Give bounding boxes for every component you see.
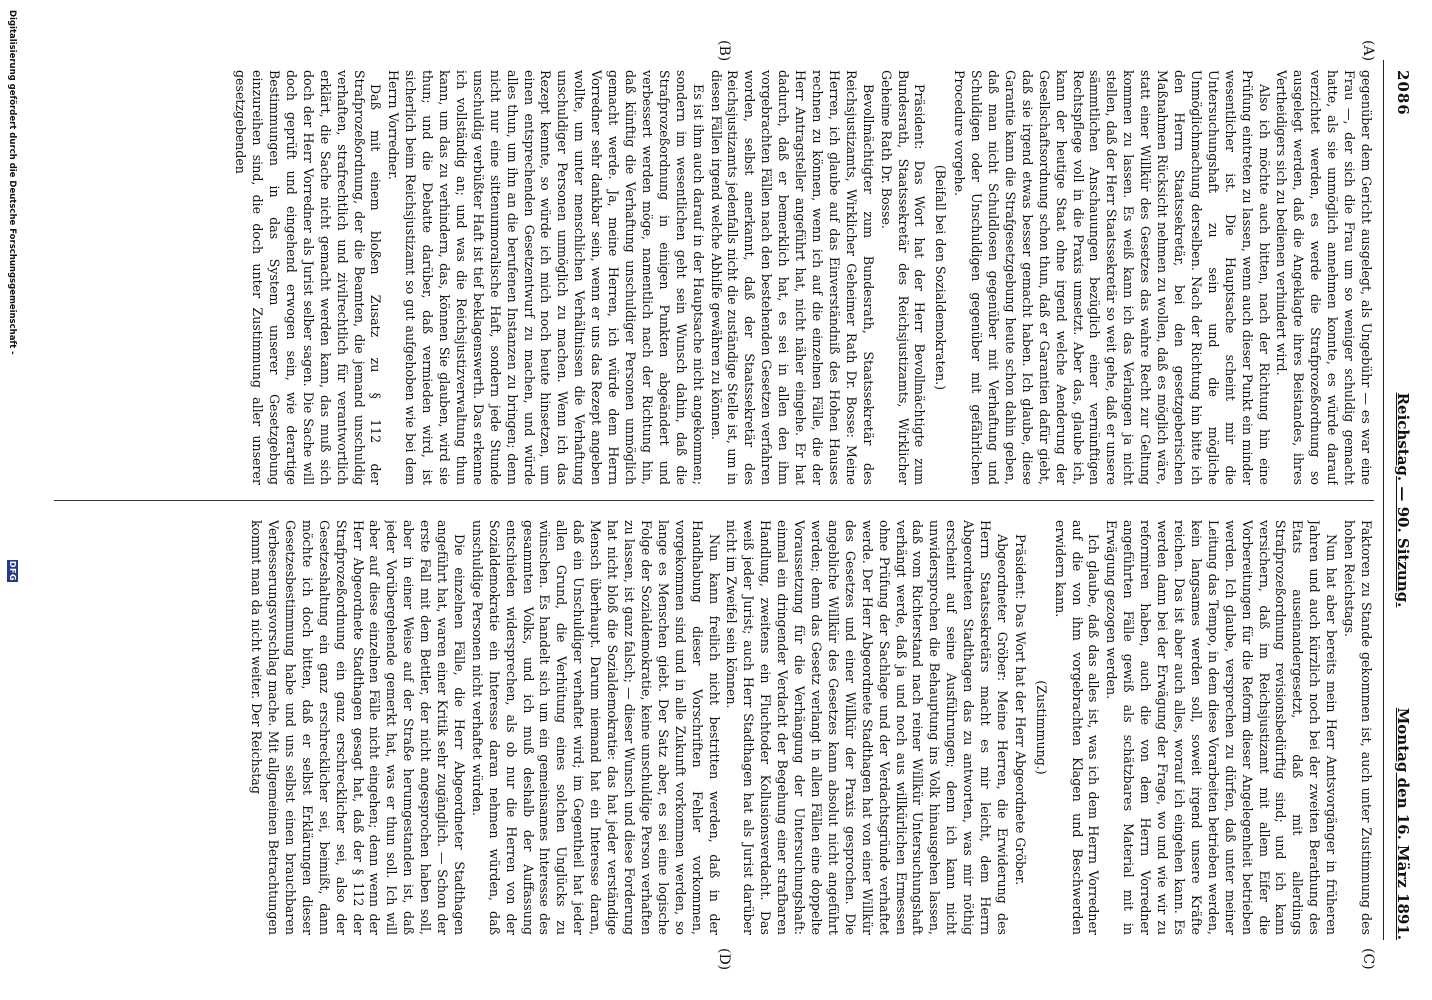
paragraph: Also ich möchte auch bitten, nach der Richtung hin eine Prüfung eintreten zu lassen, wenn auch dieser Punkt ein minder wesentlicher ist. Die Hauptsache scheint mir die Untersuchungshaft zu sein und die mögliche Unmöglichmachung derselben. Nach der Richtung hin bitte ich den Herrn Staatssekretär, bei den gesetzgeberischen Maßnahmen Rücksicht nehmen zu wollen, daß es möglich wäre, statt einer Willkür des Gesetzes das wahre Recht zur Geltung kommen zu lassen. Es weiß kann ich das Verlangen ja nicht stellen, daß der Herr Staatssekretär so weit gehe, daß er unsere sämmtlichen Anschauungen bezüglich einer vernünftigen Rechtspflege voll in die Praxis umsetzt. Aber das, glaube ich, kann der heutige Staat ohne irgend welche Aenderung der Gesellschaftsordnung schon thun, daß er Garantien dafür giebt, daß sie irgend etwas besser gemacht haben. Ich glaube, diese Garantie kann die Strafgesetzgebung heute schon dahin geben, daß man nicht Schuldlosen gegenüber mit Verhaftung und Schuldigen oder Unschuldigen gegenüber mit gefährlichen Procedure vorgehe.	[952, 70, 1272, 485]
paragraph: Die einzelnen Fälle, die Herr Abgeordneter Stadthagen angeführt hat, waren einer Kritik sehr zugänglich. — Schon der erste Fall mit dem Bettler, der nicht angesprochen haben soll, aber in einer Weise auf der Straße herumgestanden ist, daß jeder Vorübergehende gemerkt hat, was er thun soll. Ich will aber auf diese einzelnen Fälle nicht eingehen; denn wenn der Herr Abgeordnete Stadthagen gesagt hat, daß der § 112 der Strafprozeßordnung ein ganz erschrecklicher sei, also der Gesetzeshaltung ein ganz erschrecklicher sei, beimißt, dann möchte ich doch bitten, daß er selbst Erklärungen dieser Gesetzesbestimmung habe und uns selbst einen brauchbaren Verbesserungsvorschlag mache. Mit allgemeinen Betrachtungen kommt man da nicht weiter. Der Reichstag	[249, 520, 467, 935]
stage-direction: (Beifall bei den Sozialdemokraten.)	[933, 164, 949, 391]
footer-credit: Digitalisierung gefördert durch die Deutsche Forschungsgemeinschaft -	[7, 10, 17, 355]
page-number: 2086	[1394, 70, 1412, 116]
margin-letter-a: (A)	[1360, 40, 1376, 62]
paragraph: Faktoren zu Stande gekommen ist, auch unter Zustimmung des hohen Reichstags.	[1342, 520, 1374, 935]
column-divider	[54, 500, 1374, 501]
margin-letter-d: (D)	[716, 948, 732, 971]
running-title: Reichstag. — 90. Sitzung.	[1394, 392, 1412, 608]
header-rule	[1383, 60, 1384, 940]
paragraph: gegenüber dem Gericht ausgelegt, als Ungebühr — es war eine Frau —, der sich die Frau um so weniger schuldig gemacht hatte, als sie unmöglich annehmen konnte, es würde darauf verzichtet werden, es werde die Strafprozeßordnung so ausgelegt werden, daß die Angeklagte ihres Beistandes, ihres Vertheidigers sich zu bedienen verhindert wird.	[1274, 70, 1374, 485]
margin-letter-c: (C)	[1360, 948, 1376, 970]
margin-letter-b: (B)	[716, 40, 732, 62]
stage-direction: (Zustimmung.)	[1033, 680, 1049, 775]
paragraph: Ich glaube, daß das alles ist, was ich dem Herrn Vorredner auf die von ihm vorgebrachten Klagen und Beschwerden erwidern kann.	[1052, 520, 1102, 935]
paragraph: Nun kann freilich nicht bestritten werden, daß in der Handhabung dieser Vorschriften Fehler vorkommen, vorgekommen sind und in alle Zukunft vorkommen werden, so lange es Menschen giebt. Der Satz aber, es sei eine logische Folge der Sozialdemokratie, keine unschuldige Person verhaften zu lassen, ist ganz falsch; — dieser Wunsch und diese Forderung hat nicht bloß die Sozialdemokratie: das hat jeder verständige Mensch überhaupt. Darum niemand hat ein Interesse daran, daß ein Unschuldiger verhaftet wird; im Gegentheil hat jeder allen Grund, die Verhütung eines solchen Unglücks zu wünschen. Es handelt sich um ein gemeinsames Interesse des gesammten Volks, und ich muß deshalb der Auffassung entschieden widersprechen, als ob nur die Herren von der Sozialdemokratie ein Interesse daran nehmen würden, daß unschuldige Personen nicht verhaftet würden.	[469, 520, 722, 935]
digitization-footer	[4, 0, 18, 1000]
paragraph: Bevollmächtigter zum Bundesrath, Staatssekretär des Reichsjustizamts, Wirklicher Geheimer Rath Dr. Bosse: Meine Herren, ich glaube auf das Einverständniß des Hohen Hauses rechnen zu können, wenn ich auf die einzelnen Fälle, die der Herr Antragsteller angeführt hat, nicht näher eingehe. Er hat dadurch, daß er bemerklich hat, es sei in allen den ihm vorgebrachten Fällen nach den bestehenden Gesetzen verfahren worden, selbst anerkannt, daß der Staatssekretär des Reichsjustizamts jedenfalls nicht die zuständige Stelle ist, um in diesen Fällen irgend welche Abhilfe gewähren zu können.	[708, 70, 876, 485]
page-header	[1386, 60, 1412, 940]
paragraph: Daß mit einem bloßen Zusatz zu § 112 der Strafprozeßordnung, der die Beamten, die jemand unschuldig verhaften, strafrechtlich und zivilrechtlich für verantwortlich erklärt, die Sache nicht gemacht werden kann, das muß sich doch der Herr Vorredner als Jurist selber sagen. Die Sache will doch geprüft und eingehend erwogen sein, wie derartige Bestimmungen in das System unserer Gesetzgebung einzureihen sind, die doch unter Zustimmung aller unserer gesetzgebenden	[233, 70, 384, 485]
paragraph: Präsident: Das Wort hat der Herr Abgeordnete Gröber.	[1012, 534, 1028, 886]
paragraph: Präsident: Das Wort hat der Herr Bevollmächtigte zum Bundesrath, Staatssekretär des Reichsjustizamts, Wirklicher Geheime Rath Dr. Bosse.	[878, 70, 928, 485]
paragraph: Abgeordneter Gröber: Meine Herren, die Erwiderung des Herrn Staatssekretärs macht es mir leicht, dem Herrn Abgeordneten Stadthagen das zu antworten, was mir nöthig erscheint auf seine Ausführungen; denn ich kann nicht unwidersprochen die Behauptung ins Volk hinausgehen lassen, daß vom Richterstand nach reiner Willkür Untersuchungshaft verhängt werde, daß ja und noch aus willkürlichen Ermessen ohne Prüfung der Sachlage und der Verdachtsgründe verhaftet werde. Der Herr Abgeordnete Stadthagen hat von einer Willkür des Gesetzes und einer Willkür der Praxis gesprochen. Die angebliche Willkür des Gesetzes kann absolut nicht angeführt werden; denn das Gesetz verlangt in allen Fällen eine doppelte Voraussetzung für die Verhängung der Untersuchungshaft: einmal ein dringender Verdacht der Begehung einer strafbaren Handlung, zweitens ein Fluchtoder Kollusionsverdacht. Das weiß jeder Jurist; auch Herr Stadthagen hat als Jurist darüber nicht im Zweifel sein können.	[724, 520, 1010, 935]
left-column	[34, 70, 1374, 485]
right-column	[34, 520, 1374, 935]
dfg-logo-icon: DFG	[8, 560, 17, 582]
paragraph: Es ist ihm auch darauf in der Hauptsache nicht angekommen; sondern im wesentlichen geht sein Wunsch dahin, daß die Strafprozeßordnung in einigen Punkten abgeändert und verbessert werden möge, namentlich nach der Richtung hin, daß künftig die Verhaftung unschuldiger Personen unmöglich gemacht werde. Ja, meine Herren, ich würde dem Herrn Vorredner sehr dankbar sein, wenn er uns das Rezept angeben wollte, um unter menschlichen Verhältnissen die Verhaftung unschuldiger Personen unmöglich zu machen. Wenn ich das Rezept kennte, so würde ich mich noch heute hinsetzen, um einen entsprechenden Gesetzentwurf zu machen, und würde alles thun, um ihn an die berufenen Instanzen zu bringen; denn nicht nur eine sittenunmoralische Haft, sondern jede Stunde unschuldig verbüßter Haft ist tief beklagenswerth. Das erkenne ich vollständig an; und was die Reichsjustizverwaltung thun kann, um das zu verhindern, das, können Sie glauben, wird sie thun; und die Debatte darüber, daß vermieden wird, ist sicherlich beim Reichsjustizamt so gut aufgehoben wie bei dem Herrn Vorredner.	[386, 70, 706, 485]
paragraph: Nun hat aber bereits mein Herr Amtsvorgänger in früheren Jahren und auch kürzlich noch bei der zweiten Berathung des Etats auseinandergesetzt, daß mit allerdings Strafprozeßordnung revisionsbedürftig sind; und ich kann versichern, daß im Reichsjustizamt mit allem Eifer die Vorbereitungen für die Reform dieser Angelegenheit betrieben werden. Ich glaube, versprechen zu dürfen, daß unter meiner Leitung das Tempo, in dem diese Vorarbeiten betrieben werden, kein langsames werden soll, soweit irgend unsere Kräfte reichen. Das ist aber auch alles, worauf ich eingehen kann. Es werden dann bei der Erwägung der Frage, wo und wie wir zu reformiren haben, auch die von dem Herrn Vorredner angeführten Fälle gewiß als schätzbares Material mit in Erwägung gezogen werden.	[1104, 520, 1340, 935]
session-date: Montag den 16. März 1891.	[1394, 707, 1412, 940]
